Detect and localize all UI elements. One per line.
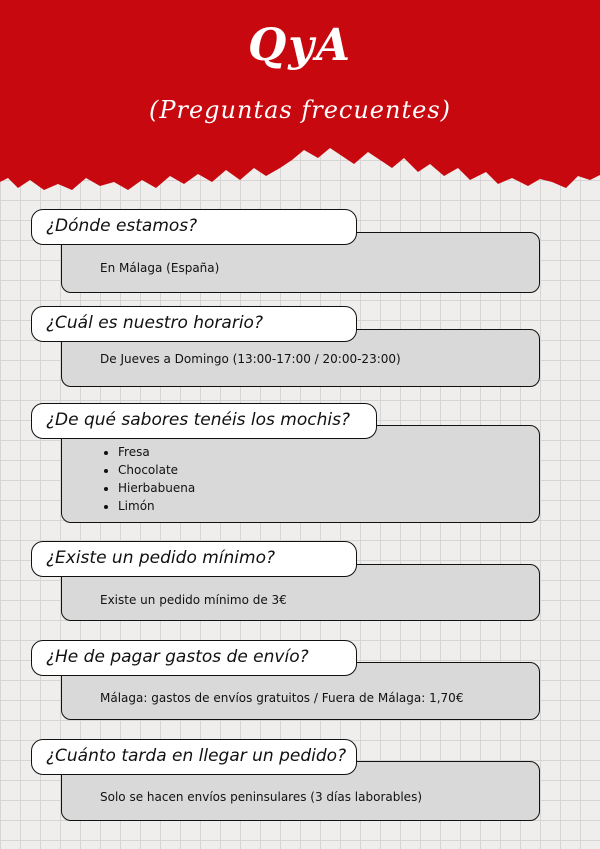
answer-text: Málaga: gastos de envíos gratuitos / Fuera de Málaga: 1,70€ [100, 691, 464, 705]
question-box: ¿Cuál es nuestro horario? [31, 306, 357, 342]
list-item: • Fresa [118, 443, 195, 461]
answer-text: De Jueves a Domingo (13:00-17:00 / 20:00-23:00) [100, 352, 401, 366]
list-item: • Chocolate [118, 461, 195, 479]
question-box: ¿Existe un pedido mínimo? [31, 541, 357, 577]
question-box: ¿Dónde estamos? [31, 209, 357, 245]
question-box: ¿He de pagar gastos de envío? [31, 640, 357, 676]
answer-box [61, 425, 540, 523]
page-title: QyA [247, 20, 353, 71]
list-item: • Hierbabuena [118, 479, 195, 497]
answer-text: Solo se hacen envíos peninsulares (3 días laborables) [100, 790, 423, 804]
answer-text: Existe un pedido mínimo de 3€ [100, 593, 287, 607]
flavor-list [62, 443, 195, 515]
question-box: ¿De qué sabores tenéis los mochis? [31, 403, 377, 439]
page-subtitle: (Preguntas frecuentes) [148, 96, 451, 124]
answer-text: En Málaga (España) [100, 261, 220, 275]
question-box: ¿Cuánto tarda en llegar un pedido? [31, 739, 357, 775]
list-item: • Limón [118, 497, 195, 515]
header-banner [0, 0, 600, 200]
